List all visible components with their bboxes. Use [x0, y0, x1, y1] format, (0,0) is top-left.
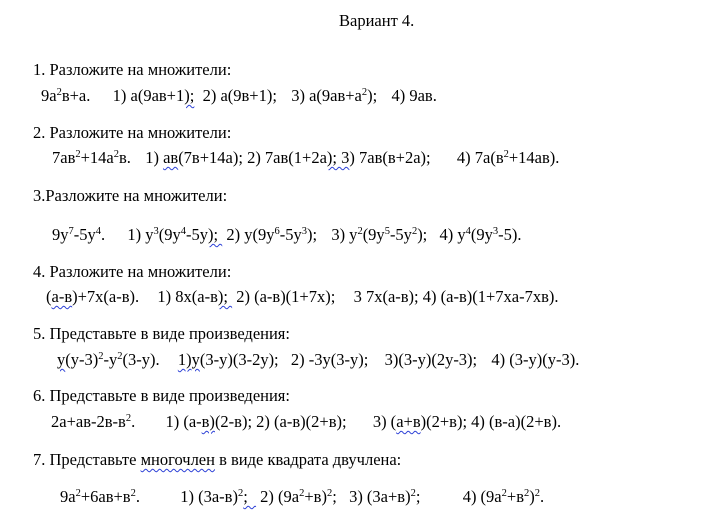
task-expression: (a-в)+7x(a-в). — [46, 287, 140, 306]
task-7-heading: 7. Представьте многочлен в виде квадрата двучлена: — [33, 450, 402, 469]
option-2: 2) -3y(3-y); — [290, 350, 369, 369]
task-7-answers — [60, 487, 544, 507]
task-number: 4. — [33, 262, 46, 281]
option-4: 4) $7a(в^2+14aв)$. — [456, 148, 560, 167]
task-expression: $9a^2в+a$. — [41, 86, 91, 105]
task-6-heading — [33, 386, 290, 406]
task-5-heading — [33, 324, 290, 344]
task-prompt: Разложите на множители: — [45, 186, 228, 205]
task-number: 1. — [33, 60, 46, 79]
variant-title: Вариант 4. — [339, 11, 415, 30]
option-4: 4) (в-a)(2+в). — [471, 412, 562, 431]
option-3: 3 7x(a-в); — [353, 287, 419, 306]
option-4: 4) (3-y)(y-3). — [491, 350, 580, 369]
task-expression: $2a+aв-2в-в^2$. — [51, 412, 136, 431]
task-2-heading — [33, 123, 231, 143]
task-2-answers — [52, 148, 559, 168]
task-number: 5. — [33, 324, 46, 343]
option-3: 3) $y^2(9y^5-5y^2)$; — [331, 225, 428, 244]
task-expression: $9y^7-5y^4$. — [52, 225, 106, 244]
task-expression: $9a^2+6aв+в^2$. — [60, 487, 140, 506]
option-1: 1) $(3a-в)^2$; — [180, 487, 257, 506]
option-2: 2) 7aв(1+2a); 3) — [247, 148, 355, 167]
option-1: 1) $y^3(9y^4-5y)$; — [127, 225, 223, 244]
task-prompt: Представьте в виде произведения: — [49, 386, 290, 405]
option-3: 3) (a+в)(2+в); — [372, 412, 468, 431]
option-4: 4) $y^4(9y^3-5)$. — [439, 225, 522, 244]
option-2: 2) $(9a^2+в)^2$; — [260, 487, 337, 506]
task-prompt: Представьте в виде произведения: — [49, 324, 290, 343]
task-4-answers — [46, 287, 559, 307]
option-1: 1)y(3-y)(3-2y); — [177, 350, 279, 369]
task-1-answers — [41, 86, 437, 106]
task-1-heading — [33, 60, 231, 80]
option-3: 7aв(в+2a); — [359, 148, 431, 167]
task-6-answers — [51, 412, 561, 432]
option-2: 2) $y(9y^6-5y^3)$; — [226, 225, 318, 244]
option-3: 3)(3-y)(2y-3); — [384, 350, 478, 369]
option-4: 4) $(9a^2+в^2)^2$. — [462, 487, 545, 506]
option-2: 2) (a-в)(2+в); — [256, 412, 347, 431]
task-prompt: Разложите на множители: — [49, 60, 232, 79]
task-4-heading — [33, 262, 231, 282]
task-prompt: Разложите на множители: — [49, 262, 232, 281]
option-1: 1) (a-в)(2-в); — [165, 412, 253, 431]
option-4: 4) (a-в)(1+7xa-7xв). — [422, 287, 559, 306]
option-3: 3) $(3a+в)^2$; — [349, 487, 421, 506]
option-2: 2) (a-в)(1+7x); — [236, 287, 336, 306]
task-expression: $y(y-3)^2-y^2(3-y)$. — [57, 350, 160, 369]
task-3-heading — [33, 186, 227, 206]
option-2: 2) a(9в+1); — [198, 86, 277, 105]
task-number: 2. — [33, 123, 46, 142]
task-5-answers — [57, 350, 579, 370]
option-3: 3) $a(9aв+a^2)$; — [291, 86, 378, 105]
option-1: 1) a(9aв+1); — [112, 86, 195, 105]
task-3-answers — [52, 225, 522, 245]
task-number: 7. — [33, 450, 46, 469]
task-number: 6. — [33, 386, 46, 405]
task-prompt: Разложите на множители: — [49, 123, 232, 142]
option-4: 4) 9aв. — [391, 86, 437, 105]
option-1: 1) 8x(a-в); — [157, 287, 233, 306]
task-expression: $7aв^2+14a^2в$. — [52, 148, 131, 167]
option-1: 1) aв(7в+14a); — [145, 148, 243, 167]
task-number: 3. — [33, 186, 46, 205]
